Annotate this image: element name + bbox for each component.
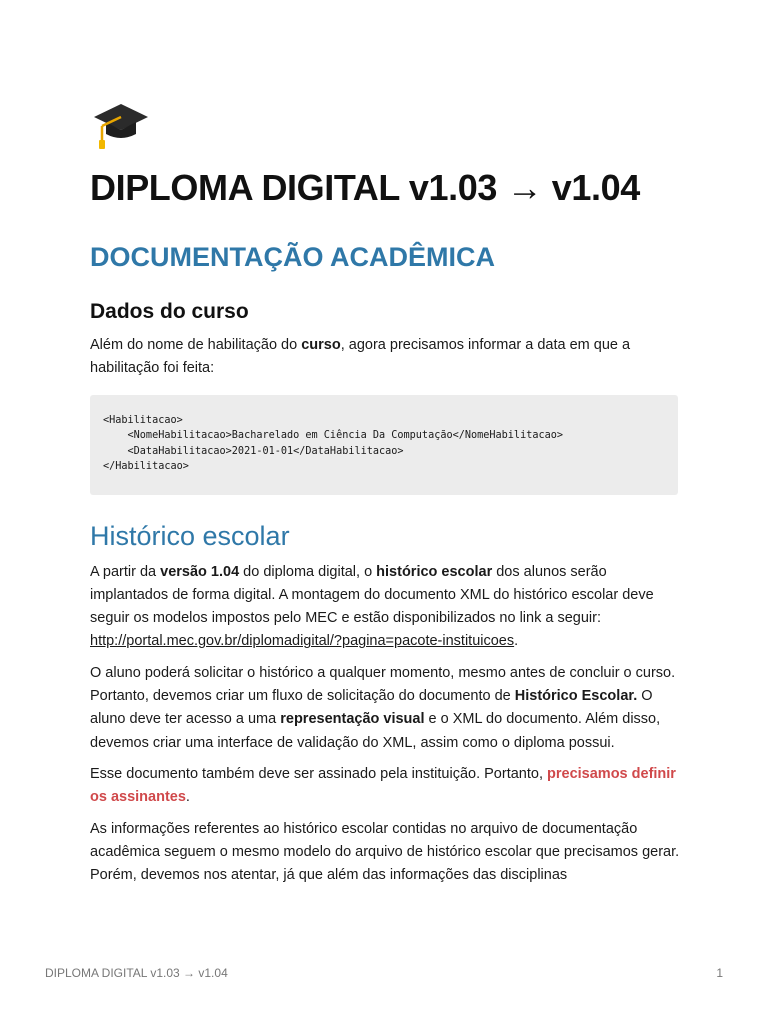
paragraph-historico-2: O aluno poderá solicitar o histórico a qualquer momento, mesmo antes de concluir o curso. Portanto, devemos criar um fluxo de solicitação do documento de Histórico Escolar. O aluno deve ter acesso a uma representação visual e o XML do documento. Além disso, devemos criar uma interface de validação do XML, assim como o diploma possui. bbox=[90, 664, 676, 751]
mec-link[interactable]: http://portal.mec.gov.br/diplomadigital/?pagina=pacote-instituicoes bbox=[90, 633, 515, 650]
section-heading-historico: Histórico escolar bbox=[90, 520, 290, 551]
subsection-heading-dados-curso: Dados do curso bbox=[90, 300, 249, 323]
graduation-cap-icon bbox=[92, 100, 680, 156]
paragraph-historico-3: Esse documento também deve ser assinado pela instituição. Portanto, precisamos definir os assinantes. bbox=[90, 765, 676, 806]
document-page bbox=[90, 100, 680, 887]
paragraph-historico-4: As informações referentes ao histórico escolar contidas no arquivo de documentação acadêmica seguem o mesmo modelo do arquivo de histórico escolar que precisamos gerar. Porém, devemos nos atentar, já que além das informações das disciplinas bbox=[90, 820, 680, 884]
paragraph-dados-curso: Além do nome de habilitação do curso, agora precisamos informar a data em que a habilitação foi feita: bbox=[90, 337, 631, 377]
page-number: 1 bbox=[716, 966, 723, 980]
section-title: DOCUMENTAÇÃO ACADÊMICA bbox=[90, 242, 495, 272]
footer-title: DIPLOMA DIGITAL v1.03 → v1.04 bbox=[45, 966, 228, 980]
page-title: DIPLOMA DIGITAL v1.03 → v1.04 bbox=[90, 167, 640, 208]
paragraph-historico-1: A partir da versão 1.04 do diploma digital, o histórico escolar dos alunos serão implantados de forma digital. A montagem do documento XML do histórico escolar deve seguir os modelos impostos pelo MEC e estão disponibilizados no link a seguir: http://portal.mec.gov.br/diplomadigital/?pagina=pacote-instituicoes. bbox=[90, 563, 654, 650]
code-block-habilitacao: <Habilitacao> <NomeHabilitacao>Bacharelado em Ciência Da Computação</NomeHabilitacao> <DataHabilitacao>2021-01-01</DataHabilitacao> </Habilitacao> bbox=[90, 395, 678, 495]
